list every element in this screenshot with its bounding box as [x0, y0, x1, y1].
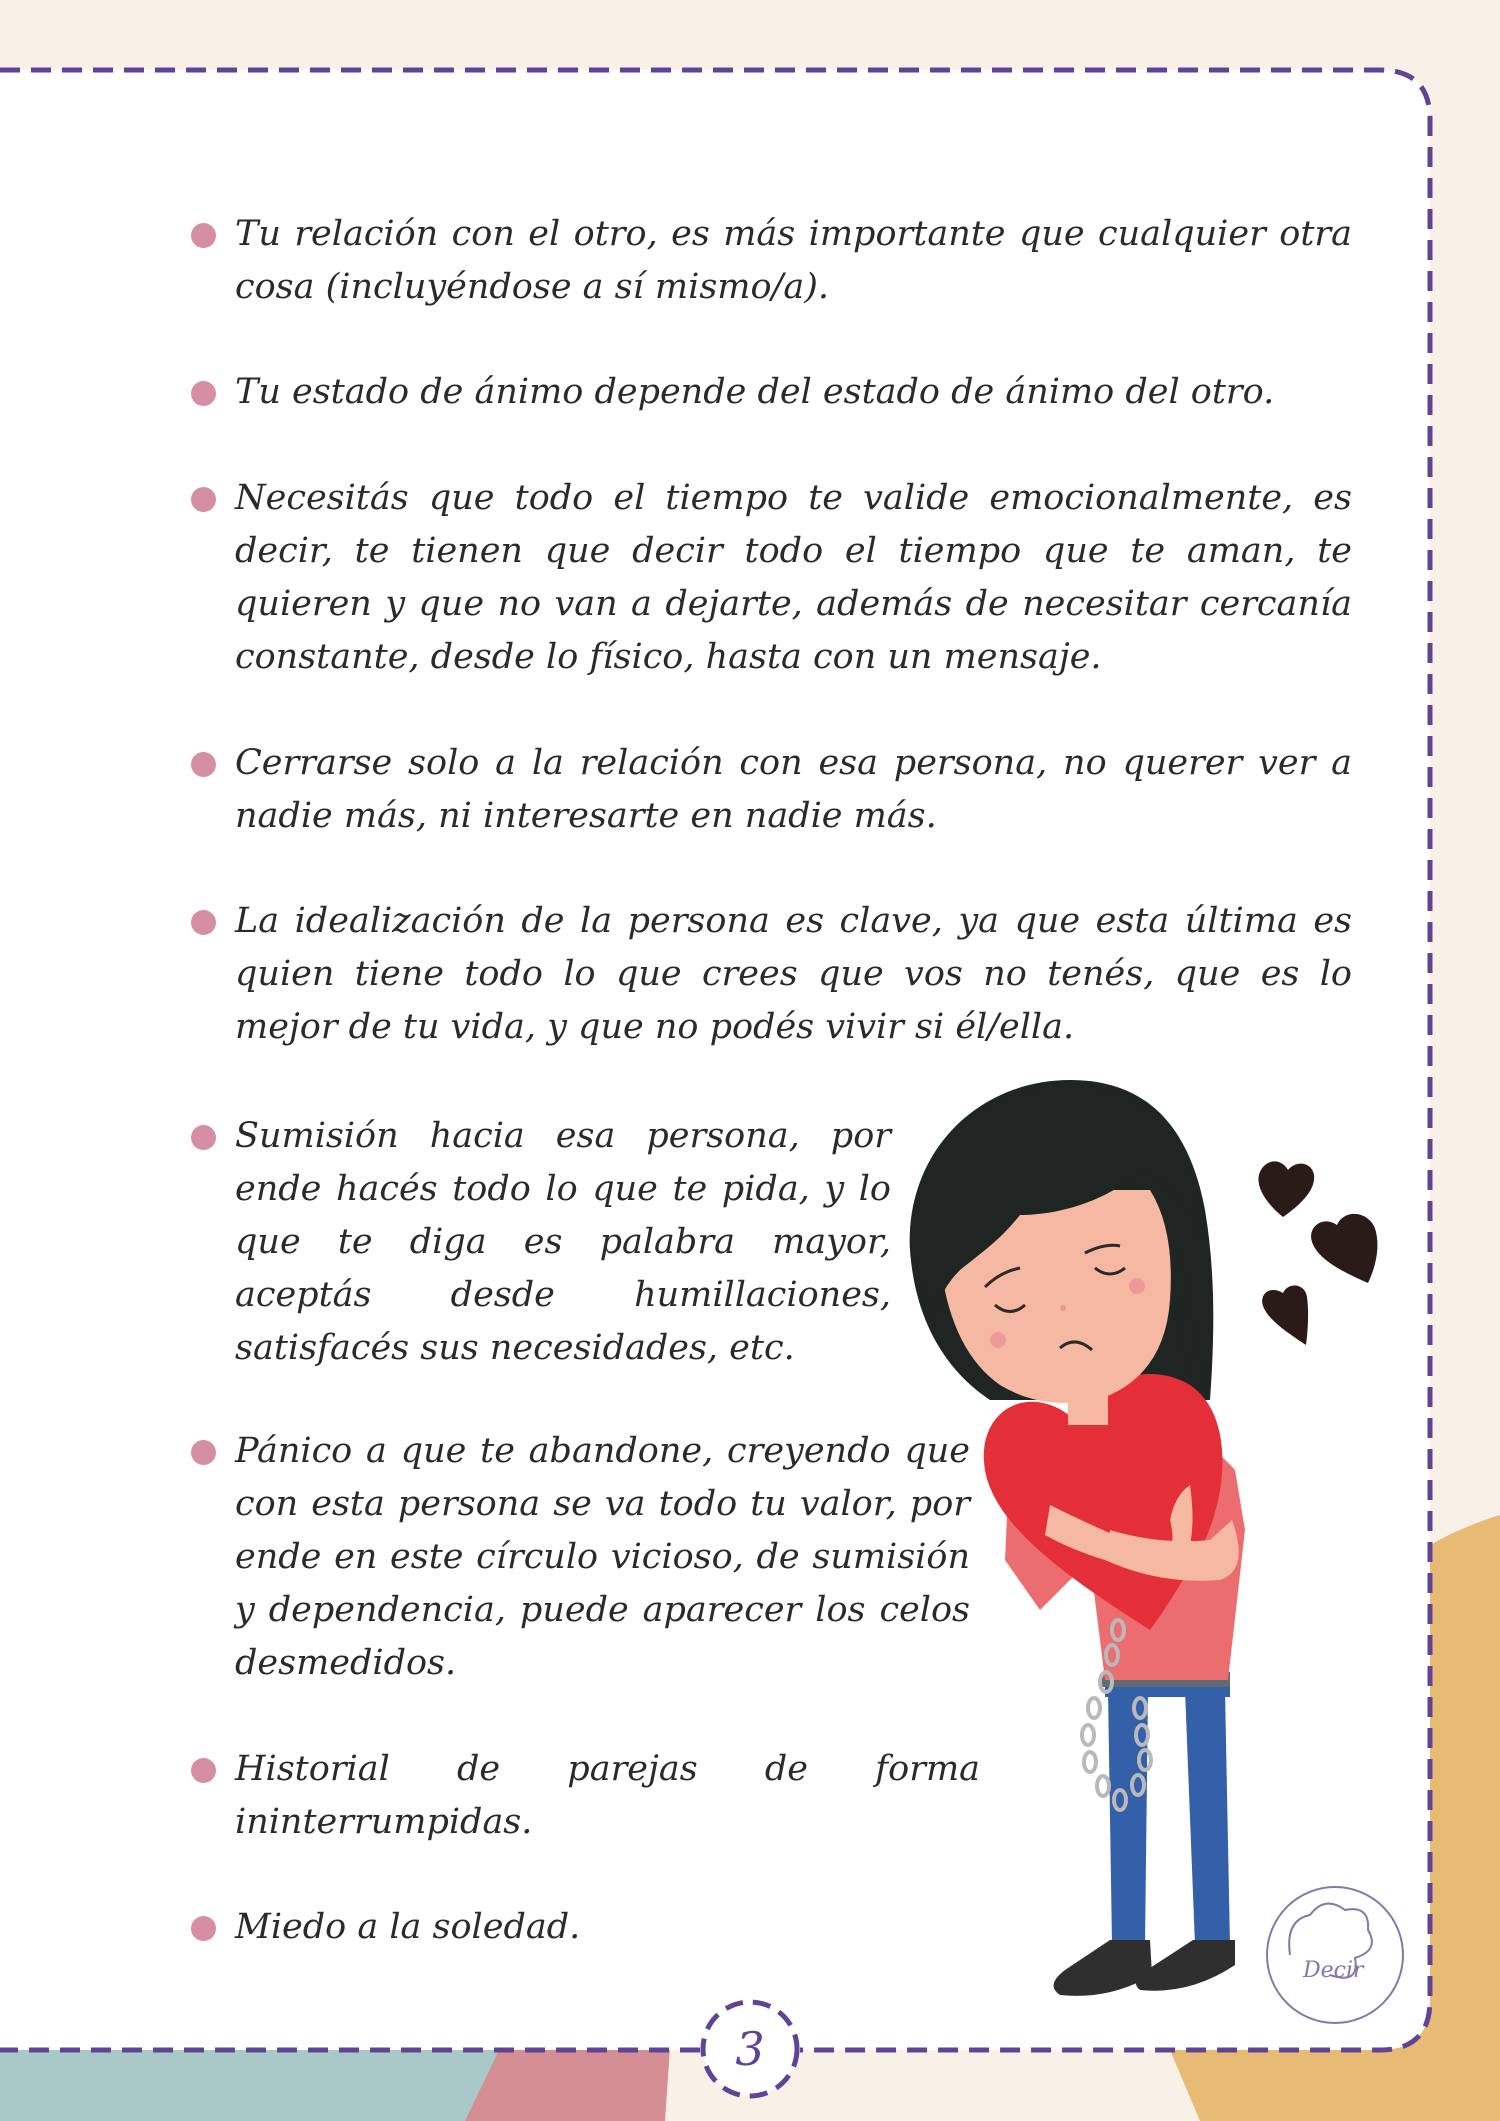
list-item-text: Tu estado de ánimo depende del estado de ánimo del otro. — [235, 372, 1275, 412]
bullet-dot — [191, 1125, 216, 1150]
list-item — [235, 1743, 980, 1849]
list-item — [235, 1425, 970, 1690]
list-item-text: Necesitás que todo el tiempo te valide emocionalmente, es decir, te tienen que decir todo el tiempo que te aman, te quieren y que no van a dejarte, además de necesitar cercanía constante, desde lo físico, hasta con un mensaje. — [235, 478, 1352, 677]
logo-text: Decir — [1303, 1958, 1364, 1983]
list-item — [235, 895, 1352, 1054]
list-item — [235, 1901, 980, 1954]
list-item-text: Historial de parejas de forma ininterrumpidas. — [235, 1749, 980, 1842]
bullet-dot — [191, 487, 216, 512]
list-item-text: Miedo a la soledad. — [235, 1907, 581, 1947]
list-item — [235, 472, 1352, 684]
list-item-text: Cerrarse solo a la relación con esa persona, no querer ver a nadie más, ni interesarte en nadie más. — [235, 743, 1352, 836]
list-item — [235, 366, 1352, 419]
list-item-text: La idealización de la persona es clave, ya que esta última es quien tiene todo lo que crees que vos no tenés, que es lo mejor de tu vida, y que no podés vivir si él/ella. — [235, 901, 1352, 1047]
page-number: 3 — [735, 2022, 765, 2076]
list-item — [235, 1110, 891, 1375]
bullet-dot — [191, 1440, 216, 1465]
bullet-dot — [191, 381, 216, 406]
list-item-text: Sumisión hacia esa persona, por ende hacés todo lo que te pida, y lo que te diga es palabra mayor, aceptás desde humillaciones, satisfacés sus necesidades, etc. — [235, 1116, 891, 1368]
bullet-dot — [191, 223, 216, 248]
list-item-text: Tu relación con el otro, es más importante que cualquier otra cosa (incluyéndose a sí mismo/a). — [235, 214, 1352, 307]
bullet-dot — [191, 1916, 216, 1941]
list-item — [235, 737, 1352, 843]
bullet-dot — [191, 910, 216, 935]
list-item-text: Pánico a que te abandone, creyendo que con esta persona se va todo tu valor, por ende en este círculo vicioso, de sumisión y dependencia, puede aparecer los celos desmedidos. — [235, 1431, 970, 1683]
list-item — [235, 208, 1352, 314]
bullet-dot — [191, 1758, 216, 1783]
bullet-dot — [191, 752, 216, 777]
